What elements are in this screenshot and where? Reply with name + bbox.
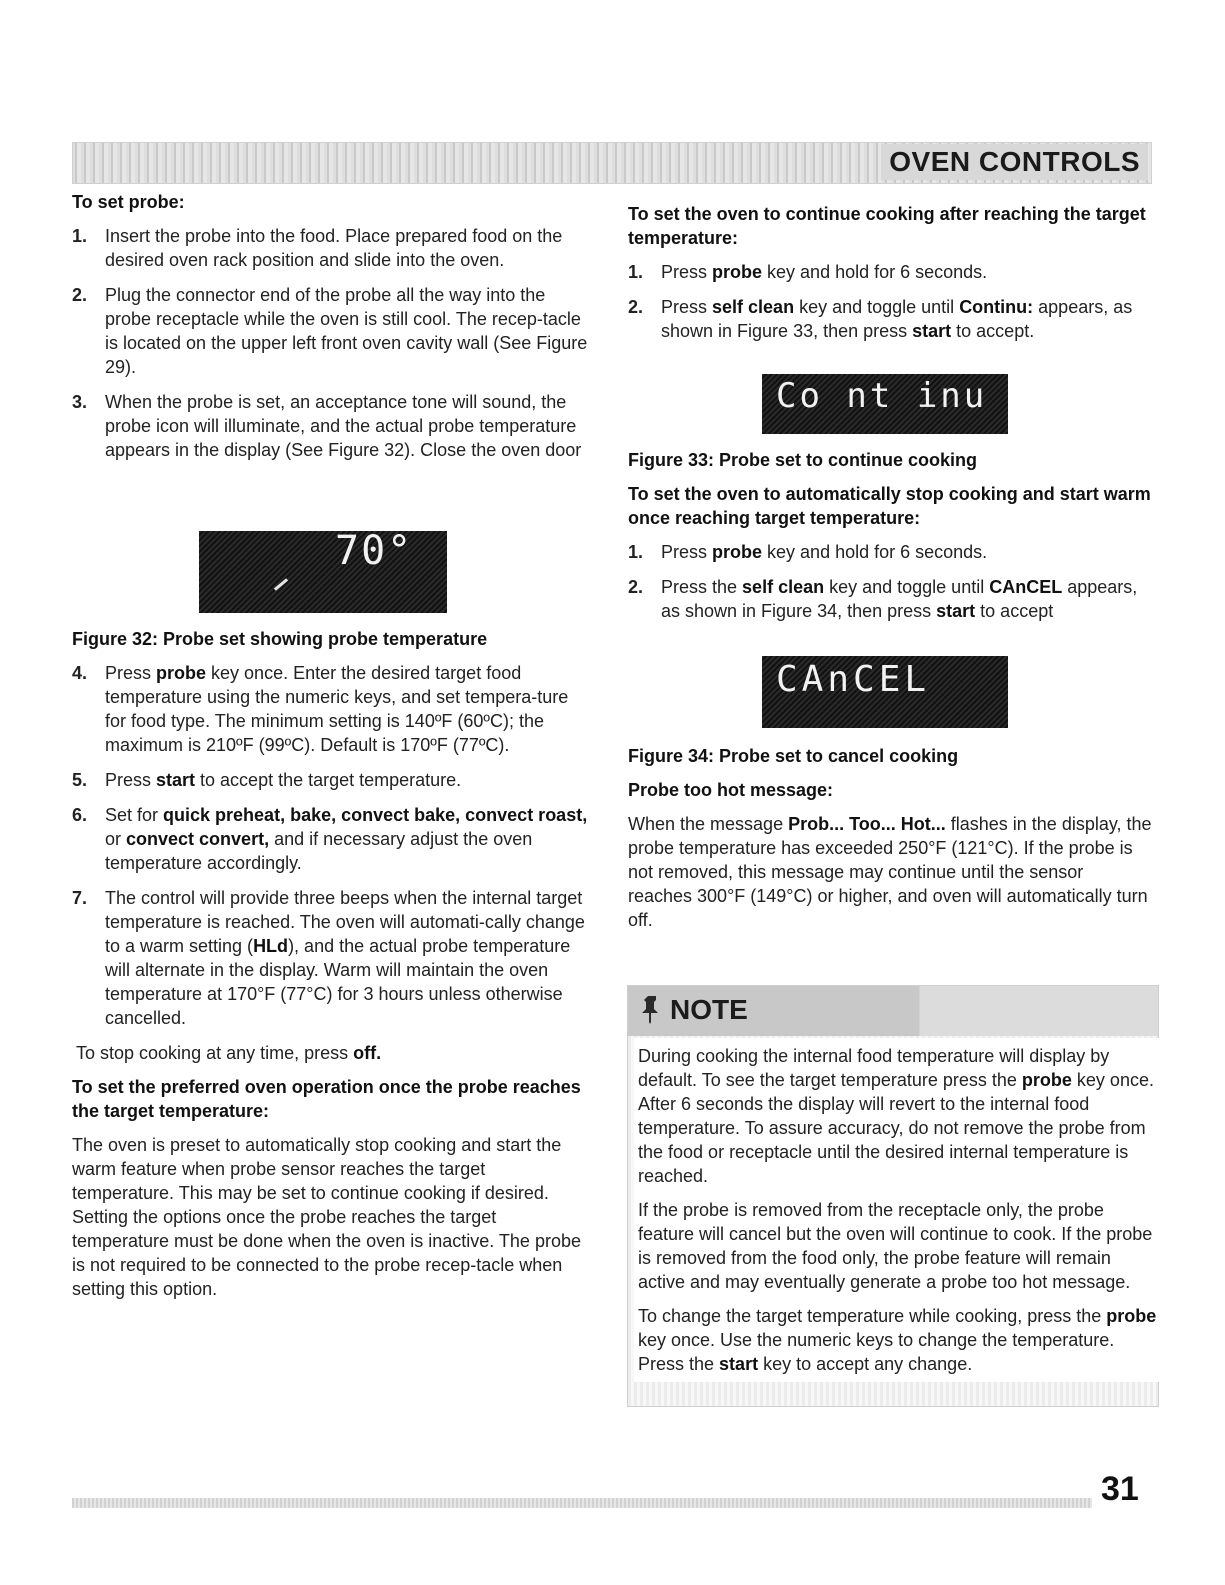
list-item [72,768,592,792]
figure-34-caption: Figure 34: Probe set to cancel cooking [628,746,959,766]
step-text: Press probe key once. Enter the desired target food temperature using the numeric keys, and set tempera-ture for food type. The minimum setting is 140ºF (60ºC); the maximum is 210ºF (99ºC). Default is 170ºF (77ºC). [105,663,569,755]
step-text: The control will provide three beeps when the internal target temperature is reached. The oven will automati-cally change to a warm setting (HLd), and the actual probe temperature will alternate in the display. Warm will maintain the oven temperature at 170°F (77°C) for 3 hours unless otherwise cancelled. [105,888,585,1028]
figure-32-caption: Figure 32: Probe set showing probe temperature [72,629,488,649]
list-item [72,283,592,379]
note-paragraph: If the probe is removed from the receptacle only, the probe feature will cancel but the oven will continue to cook. If the probe is removed from the food only, the probe feature will remain active and may eventually generate a probe too hot message. [638,1200,1153,1292]
step-number: 6. [72,805,88,825]
step-number: 2. [72,285,88,305]
step-number: 1. [72,226,88,246]
stop-cooking-line: To stop cooking at any time, press off. [76,1043,382,1063]
list-item [72,803,592,875]
step-number: 5. [72,770,88,790]
list-item [72,661,592,757]
list-item [72,224,592,272]
footer-bar [72,1498,1092,1508]
list-item [72,390,592,462]
continue-cooking-heading: To set the oven to continue cooking after reaching the target temperature: [628,204,1146,248]
preferred-operation-heading: To set the preferred oven operation once the probe reaches the target temperature: [72,1077,581,1121]
figure-33-display [762,374,1008,434]
cancel-readout: CAnCEL [776,659,931,700]
step-number: 2. [628,577,644,597]
probe-temperature-readout: 70° [335,528,414,574]
note-box [627,985,1159,1407]
probe-too-hot-heading: Probe too hot message: [628,780,834,800]
note-title: NOTE [670,994,748,1025]
figure-33-caption: Figure 33: Probe set to continue cooking [628,450,978,470]
step-text: Press the self clean key and toggle until CAnCEL appears, as shown in Figure 34, then press start to accept [661,577,1138,621]
step-text: Press start to accept the target temperature. [105,770,462,790]
list-item [628,575,1152,623]
step-text: Insert the probe into the food. Place prepared food on the desired oven rack position and slide into the oven. [105,226,563,270]
step-number: 2. [628,297,644,317]
set-probe-heading: To set probe: [72,192,185,212]
list-item [628,295,1152,343]
step-number: 4. [72,663,88,683]
section-banner [72,142,1152,184]
step-text: When the probe is set, an acceptance tone will sound, the probe icon will illuminate, and the actual probe temperature appears in the display (See Figure 32). Close the oven door [105,392,582,460]
auto-stop-heading: To set the oven to automatically stop cooking and start warm once reaching target temperature: [628,484,1151,528]
figure-32-display [199,528,447,613]
note-paragraph: To change the target temperature while cooking, press the probe key once. Use the numeric keys to change the temperature. Press the start key to accept any change. [638,1306,1157,1374]
list-item [628,540,1152,564]
right-column [628,202,1152,942]
list-item [628,260,1152,284]
step-text: Press probe key and hold for 6 seconds. [661,542,988,562]
probe-too-hot-text: When the message Prob... Too... Hot... flashes in the display, the probe temperature has exceeded 250°F (121°C). If the probe is not removed, this message may continue until the sensor reaches 300°F (149°C) or higher, and oven will automatically turn off. [628,814,1152,930]
step-number: 3. [72,392,88,412]
step-number: 1. [628,542,644,562]
step-number: 7. [72,888,88,908]
step-text: Set for quick preheat, bake, convect bake, convect roast, or convect convert, and if necessary adjust the oven temperature accordingly. [105,805,588,873]
figure-34-display [762,656,1008,728]
step-number: 1. [628,262,644,282]
note-header [628,986,1158,1036]
step-text: Press probe key and hold for 6 seconds. [661,262,988,282]
step-text: Press self clean key and toggle until Continu: appears, as shown in Figure 33, then press start to accept. [661,297,1133,341]
left-column [72,190,592,1311]
preferred-operation-text: The oven is preset to automatically stop cooking and start the warm feature when probe sensor reaches the target temperature. This may be set to continue cooking if desired. Setting the options once the probe reaches the target temperature must be done when the oven is inactive. The probe is not required to be connected to the probe recep-tacle when setting this option. [72,1135,581,1299]
note-paragraph: During cooking the internal food temperature will display by default. To see the target temperature press the probe key once. After 6 seconds the display will revert to the internal food temperature. To assure accuracy, do not remove the probe from the food or receptacle until the desired internal temperature is reached. [638,1046,1154,1186]
step-text: Plug the connector end of the probe all the way into the probe receptacle while the oven is still cool. The recep-tacle is located on the upper left front oven cavity wall (See Figure 29). [105,285,588,377]
section-title: OVEN CONTROLS [881,144,1148,180]
note-body [634,1038,1162,1382]
note-pin-icon [640,994,664,1024]
page-number: 31 [1101,1470,1139,1508]
probe-icon [274,578,288,591]
list-item [72,886,592,1030]
continue-readout: Co nt inu [776,376,988,416]
